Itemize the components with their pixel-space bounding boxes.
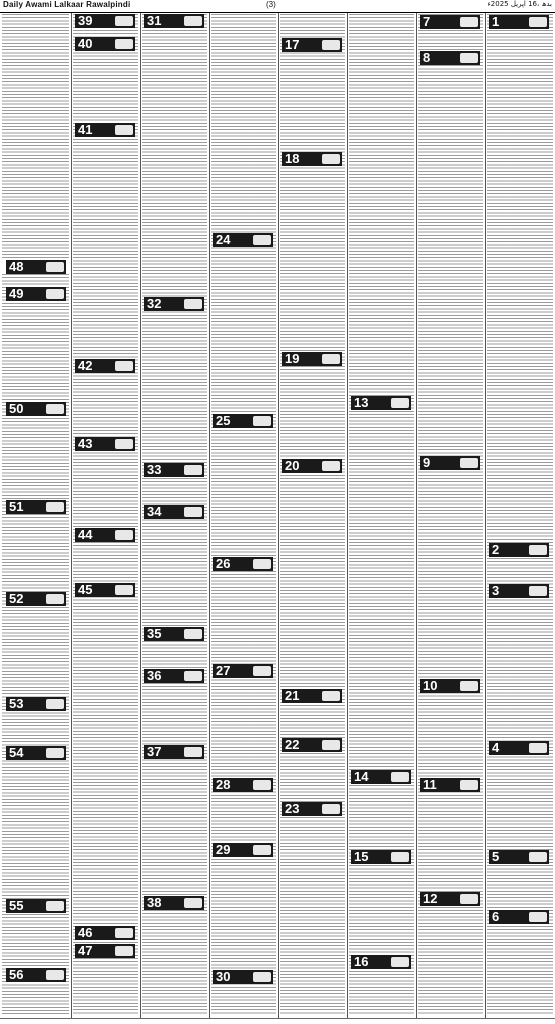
classified-ad-number: 33	[147, 463, 162, 477]
classified-ad-header	[6, 968, 66, 982]
classified-ad-header	[6, 697, 66, 711]
classified-ad-number: 46	[78, 926, 93, 940]
column-rule	[209, 13, 210, 1018]
classified-ad-number: 40	[78, 37, 93, 51]
classified-ad-number: 15	[354, 850, 369, 864]
classified-ad-header	[6, 500, 66, 514]
classified-ad-number: 48	[9, 260, 24, 274]
classified-ad-header	[489, 584, 549, 598]
classified-ad-number: 26	[216, 557, 231, 571]
classified-ad-header	[489, 543, 549, 557]
column-rule	[140, 13, 141, 1018]
classified-ad-header	[6, 592, 66, 606]
classified-ad-header	[75, 37, 135, 51]
column-rule	[278, 13, 279, 1018]
classified-ad-number: 38	[147, 896, 162, 910]
classified-ad-header	[144, 505, 204, 519]
classified-ad-number: 41	[78, 123, 93, 137]
classified-ad-number: 42	[78, 359, 93, 373]
classified-ad-header	[489, 741, 549, 755]
classified-ad-header	[6, 899, 66, 913]
classified-ad-header	[489, 910, 549, 924]
classified-ad-number: 12	[423, 892, 438, 906]
classified-ad-header	[75, 437, 135, 451]
classified-ad-number: 24	[216, 233, 231, 247]
classified-text-block	[418, 14, 483, 1014]
classified-ad-header	[282, 352, 342, 366]
classified-ad-number: 20	[285, 459, 300, 473]
classified-ad-header	[144, 627, 204, 641]
classified-text-block	[211, 14, 276, 1014]
classified-ad-number: 27	[216, 664, 231, 678]
classified-ad-header	[282, 38, 342, 52]
masthead	[0, 0, 555, 13]
classified-ad-number: 56	[9, 968, 24, 982]
classified-ad-number: 31	[147, 14, 162, 28]
classified-ad-number: 44	[78, 528, 93, 542]
classified-ad-header	[213, 233, 273, 247]
classified-ad-header	[144, 297, 204, 311]
classified-ad-number: 16	[354, 955, 369, 969]
classified-ad-number: 32	[147, 297, 162, 311]
classified-ad-header	[144, 896, 204, 910]
classified-text-block	[73, 14, 138, 1014]
column-rule	[71, 13, 72, 1018]
classified-ad-header	[213, 778, 273, 792]
classified-ad-number: 35	[147, 627, 162, 641]
classified-ad-header	[75, 944, 135, 958]
classified-ad-number: 21	[285, 689, 300, 703]
classified-ad-number: 47	[78, 944, 93, 958]
classified-ad-header	[213, 414, 273, 428]
classified-ad-number: 14	[354, 770, 369, 784]
classified-ad-number: 10	[423, 679, 438, 693]
classified-ad-number: 55	[9, 899, 24, 913]
classified-ad-number: 53	[9, 697, 24, 711]
classified-ad-number: 34	[147, 505, 162, 519]
classified-ad-header	[420, 456, 480, 470]
classified-ad-number: 18	[285, 152, 300, 166]
classified-ad-header	[489, 850, 549, 864]
classified-ad-header	[6, 402, 66, 416]
classified-ad-header	[75, 528, 135, 542]
classified-ad-header	[6, 746, 66, 760]
classified-ad-header	[489, 15, 549, 29]
classified-ad-header	[282, 689, 342, 703]
classified-ad-header	[75, 583, 135, 597]
classified-ad-header	[351, 770, 411, 784]
classified-ad-header	[144, 669, 204, 683]
classified-ad-number: 36	[147, 669, 162, 683]
classified-ad-number: 23	[285, 802, 300, 816]
classified-ad-number: 6	[492, 910, 500, 924]
classified-ad-header	[6, 287, 66, 301]
classified-ad-number: 17	[285, 38, 300, 52]
column-rule	[416, 13, 417, 1018]
classified-text-block	[487, 14, 553, 1014]
classified-ad-header	[75, 926, 135, 940]
classified-ad-number: 3	[492, 584, 500, 598]
classified-ad-header	[420, 892, 480, 906]
column-rule	[485, 13, 486, 1018]
classified-ad-number: 39	[78, 14, 93, 28]
classified-ad-header	[75, 14, 135, 28]
classified-ad-number: 9	[423, 456, 431, 470]
classified-ad-number: 2	[492, 543, 500, 557]
classified-ad-header	[144, 14, 204, 28]
classified-ad-number: 29	[216, 843, 231, 857]
classified-ad-number: 43	[78, 437, 93, 451]
classified-ad-header	[282, 802, 342, 816]
classified-ad-number: 28	[216, 778, 231, 792]
classified-ad-number: 30	[216, 970, 231, 984]
classified-ad-number: 52	[9, 592, 24, 606]
classified-ad-header	[420, 15, 480, 29]
classified-ad-header	[420, 778, 480, 792]
classified-ad-header	[213, 557, 273, 571]
classified-ad-header	[420, 51, 480, 65]
classified-ad-header	[6, 260, 66, 274]
newspaper-name: Daily Awami Lalkaar Rawalpindi	[3, 0, 131, 9]
column-rule	[347, 13, 348, 1018]
classified-ad-number: 1	[492, 15, 500, 29]
classified-ad-header	[213, 970, 273, 984]
classified-ad-header	[351, 850, 411, 864]
classified-ad-number: 22	[285, 738, 300, 752]
classified-ad-header	[144, 745, 204, 759]
classified-ad-header	[144, 463, 204, 477]
classified-ad-number: 4	[492, 741, 500, 755]
classified-ad-number: 8	[423, 51, 431, 65]
classified-ad-header	[282, 738, 342, 752]
classified-ad-header	[282, 152, 342, 166]
classified-ad-header	[351, 396, 411, 410]
page-number: (3)	[266, 0, 276, 9]
classified-ad-header	[75, 359, 135, 373]
classified-ad-number: 50	[9, 402, 24, 416]
classified-ad-number: 51	[9, 500, 24, 514]
classified-ad-header	[420, 679, 480, 693]
classified-ad-number: 5	[492, 850, 500, 864]
classified-ad-number: 11	[423, 778, 437, 792]
classified-ad-number: 54	[9, 746, 24, 760]
classified-ad-number: 25	[216, 414, 231, 428]
classified-ad-number: 45	[78, 583, 93, 597]
classified-ad-number: 19	[285, 352, 300, 366]
classified-ad-number: 37	[147, 745, 162, 759]
page-footer-rule	[0, 1018, 555, 1024]
classified-text-block	[349, 14, 414, 1014]
classified-ad-header	[75, 123, 135, 137]
classified-ad-number: 13	[354, 396, 369, 410]
classified-ad-header	[213, 664, 273, 678]
classified-text-block	[2, 14, 69, 259]
classified-ad-number: 49	[9, 287, 24, 301]
classified-ad-header	[213, 843, 273, 857]
classified-ad-header	[282, 459, 342, 473]
classified-ad-number: 7	[423, 15, 431, 29]
issue-date: بدھ ،16 اپریل 2025ء	[487, 0, 552, 8]
classified-ad-header	[351, 955, 411, 969]
